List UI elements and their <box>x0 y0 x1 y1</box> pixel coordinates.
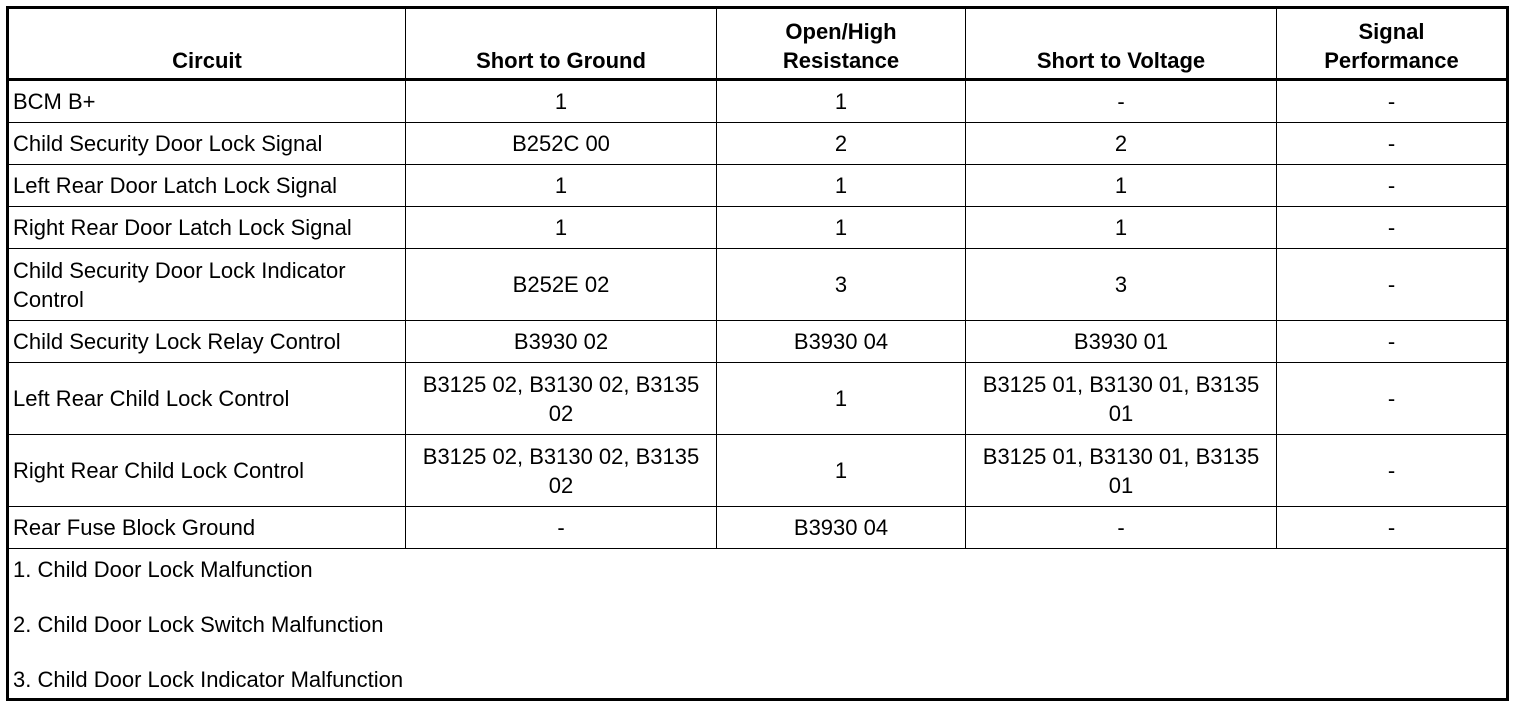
short-to-ground-cell: B3930 02 <box>406 321 717 363</box>
short-to-ground-cell: B3125 02, B3130 02, B3135 02 <box>406 363 717 435</box>
signal-performance-cell: - <box>1277 165 1508 207</box>
circuit-cell: Rear Fuse Block Ground <box>8 507 406 549</box>
table-row <box>8 123 1508 165</box>
circuit-cell: Child Security Door Lock Indicator Control <box>8 249 406 321</box>
circuit-cell: Right Rear Child Lock Control <box>8 435 406 507</box>
circuit-cell: Left Rear Child Lock Control <box>8 363 406 435</box>
signal-performance-cell: - <box>1277 435 1508 507</box>
open-high-resistance-cell: 1 <box>717 363 966 435</box>
short-to-ground-cell: - <box>406 507 717 549</box>
signal-performance-cell: - <box>1277 249 1508 321</box>
circuit-cell: Left Rear Door Latch Lock Signal <box>8 165 406 207</box>
short-to-ground-cell: B252E 02 <box>406 249 717 321</box>
signal-performance-cell: - <box>1277 363 1508 435</box>
footnote-2: 2. Child Door Lock Switch Malfunction <box>13 612 384 637</box>
table-row <box>8 435 1508 507</box>
diagnostic-table-sheet <box>6 6 1506 701</box>
open-high-resistance-cell: 3 <box>717 249 966 321</box>
signal-performance-cell: - <box>1277 80 1508 123</box>
short-to-voltage-cell: 3 <box>966 249 1277 321</box>
footnote-1: 1. Child Door Lock Malfunction <box>13 557 313 582</box>
open-high-resistance-cell: 1 <box>717 80 966 123</box>
notes-row <box>8 549 1508 700</box>
short-to-ground-cell: 1 <box>406 165 717 207</box>
footnotes-cell <box>8 549 1508 700</box>
open-high-resistance-cell: B3930 04 <box>717 321 966 363</box>
open-high-resistance-cell: 2 <box>717 123 966 165</box>
signal-performance-cell: - <box>1277 507 1508 549</box>
short-to-voltage-cell: 1 <box>966 207 1277 249</box>
signal-performance-cell: - <box>1277 321 1508 363</box>
short-to-ground-cell: 1 <box>406 207 717 249</box>
open-high-resistance-cell: B3930 04 <box>717 507 966 549</box>
short-to-ground-cell: B252C 00 <box>406 123 717 165</box>
table-row <box>8 249 1508 321</box>
circuit-cell: BCM B+ <box>8 80 406 123</box>
short-to-ground-cell: 1 <box>406 80 717 123</box>
open-high-resistance-cell: 1 <box>717 207 966 249</box>
circuit-cell: Right Rear Door Latch Lock Signal <box>8 207 406 249</box>
short-to-voltage-cell: - <box>966 507 1277 549</box>
header-circuit: Circuit <box>8 8 406 80</box>
table-row <box>8 507 1508 549</box>
table-row <box>8 321 1508 363</box>
short-to-voltage-cell: B3125 01, B3130 01, B3135 01 <box>966 363 1277 435</box>
header-row <box>8 8 1508 80</box>
header-open-high-resistance: Open/High Resistance <box>717 8 966 80</box>
table-row <box>8 363 1508 435</box>
table-row <box>8 80 1508 123</box>
short-to-voltage-cell: - <box>966 80 1277 123</box>
circuit-dtc-table <box>6 6 1509 701</box>
open-high-resistance-cell: 1 <box>717 435 966 507</box>
header-signal-performance: Signal Performance <box>1277 8 1508 80</box>
short-to-voltage-cell: 2 <box>966 123 1277 165</box>
circuit-cell: Child Security Door Lock Signal <box>8 123 406 165</box>
short-to-voltage-cell: B3930 01 <box>966 321 1277 363</box>
signal-performance-cell: - <box>1277 123 1508 165</box>
short-to-voltage-cell: 1 <box>966 165 1277 207</box>
table-row <box>8 207 1508 249</box>
signal-performance-cell: - <box>1277 207 1508 249</box>
header-short-to-voltage: Short to Voltage <box>966 8 1277 80</box>
short-to-ground-cell: B3125 02, B3130 02, B3135 02 <box>406 435 717 507</box>
short-to-voltage-cell: B3125 01, B3130 01, B3135 01 <box>966 435 1277 507</box>
circuit-cell: Child Security Lock Relay Control <box>8 321 406 363</box>
footnote-3: 3. Child Door Lock Indicator Malfunction <box>13 667 404 692</box>
table-row <box>8 165 1508 207</box>
header-short-to-ground: Short to Ground <box>406 8 717 80</box>
open-high-resistance-cell: 1 <box>717 165 966 207</box>
